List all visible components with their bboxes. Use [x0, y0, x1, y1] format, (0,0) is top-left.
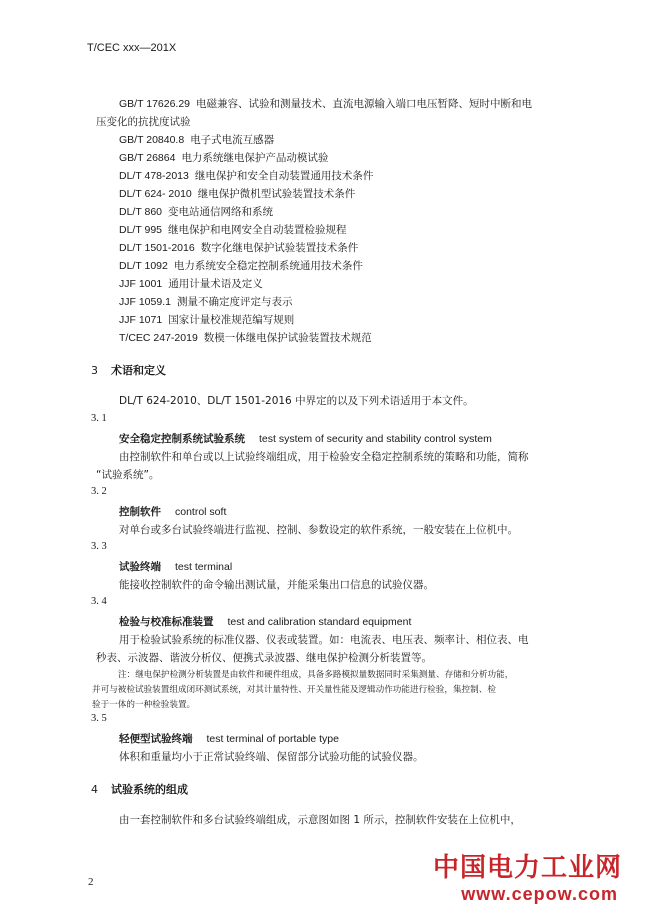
- reference-item: [119, 222, 347, 237]
- reference-code: DL/T 478-2013: [119, 170, 189, 182]
- reference-title: 电磁兼容、试验和测量技术、直流电源输入端口电压暂降、短时中断和电: [196, 98, 533, 110]
- term-entry: [119, 431, 492, 446]
- reference-item: [119, 204, 273, 219]
- reference-title: 测量不确定度评定与表示: [176, 296, 293, 308]
- term-chinese: 试验终端: [119, 561, 161, 573]
- watermark-site-name: 中国电力工业网: [432, 853, 622, 883]
- reference-title: 继电保护微机型试验装置技术条件: [197, 188, 356, 200]
- reference-code: DL/T 1092: [119, 260, 168, 272]
- definition-text: 用于检验试验系统的标准仪器、仪表或装置。如：电流表、电压表、频率计、相位表、电: [119, 634, 529, 646]
- section-title: 试验系统的组成: [111, 783, 188, 796]
- reference-title: 继电保护和安全自动装置通用技术条件: [194, 170, 374, 182]
- term-english: test terminal: [175, 561, 233, 573]
- reference-item: [119, 330, 372, 345]
- term-entry: [119, 731, 339, 746]
- section-intro: DL/T 624-2010、DL/T 1501-2016 中界定的以及下列术语适用于本文件。: [119, 395, 474, 407]
- definition-text: 由控制软件和单台或以上试验终端组成，用于检验安全稳定控制系统的策略和功能，简称: [119, 451, 529, 463]
- reference-item: [119, 132, 274, 147]
- reference-title: 压变化的抗扰度试验: [96, 116, 191, 128]
- section-heading-3: [91, 362, 166, 378]
- note-text: 验于一体的一种检验装置。: [92, 700, 196, 710]
- reference-item: [119, 312, 294, 327]
- reference-title: 数字化继电保护试验装置技术条件: [200, 242, 359, 254]
- term-english: test terminal of portable type: [206, 733, 339, 745]
- reference-title: 通用计量术语及定义: [168, 278, 263, 290]
- reference-code: DL/T 624- 2010: [119, 188, 192, 200]
- note-text: 注：继电保护检测分析装置是由软件和硬件组成，具备多路模拟量数据同时采集测量、存储和分析功能，: [118, 670, 514, 680]
- reference-code: T/CEC 247-2019: [119, 332, 198, 344]
- reference-item: [119, 150, 328, 165]
- reference-item: [119, 258, 363, 273]
- page-number: 2: [88, 876, 94, 888]
- definition-text: 能接收控制软件的命令输出测试量，并能采集出口信息的试验仪器。: [119, 579, 434, 591]
- section-number: 3: [91, 364, 98, 377]
- reference-title: 电力系统继电保护产品动模试验: [181, 152, 329, 164]
- reference-title: 电子式电流互感器: [190, 134, 275, 146]
- reference-title: 变电站通信网络和系统: [168, 206, 273, 218]
- note-text: 并可与被检试验装置组成闭环测试系统，对其计量特性、开关量性能及逻辑动作功能进行检验，集控制、检: [92, 685, 496, 695]
- reference-code: JJF 1059.1: [119, 296, 171, 308]
- reference-item-continuation: [96, 114, 191, 129]
- term-entry: [119, 559, 232, 574]
- term-english: test and calibration standard equipment: [227, 616, 412, 628]
- term-entry: [119, 614, 411, 629]
- reference-item: [119, 276, 263, 291]
- watermark-url: www.cepow.com: [461, 884, 618, 904]
- reference-code: DL/T 1501-2016: [119, 242, 195, 254]
- definition-text: 秒表、示波器、谐波分析仪、便携式录波器、继电保护检测分析装置等。: [96, 652, 432, 664]
- clause-number: 3. 3: [91, 541, 107, 552]
- reference-code: GB/T 20840.8: [119, 134, 185, 146]
- reference-code: JJF 1071: [119, 314, 163, 326]
- definition-text: 体积和重量均小于正常试验终端、保留部分试验功能的试验仪器。: [119, 751, 424, 763]
- term-chinese: 检验与校准标准装置: [119, 616, 214, 628]
- term-entry: [119, 504, 226, 519]
- definition-text: 对单台或多台试验终端进行监视、控制、参数设定的软件系统，一般安装在上位机中。: [119, 524, 518, 536]
- reference-title: 电力系统安全稳定控制系统通用技术条件: [173, 260, 363, 272]
- reference-title: 数模一体继电保护试验装置技术规范: [203, 332, 372, 344]
- clause-number: 3. 4: [91, 596, 107, 607]
- section-body-text: 由一套控制软件和多台试验终端组成，示意图如图 1 所示，控制软件安装在上位机中，: [119, 814, 521, 826]
- document-code-header: T/CEC xxx—201X: [87, 42, 177, 54]
- clause-number: 3. 2: [91, 486, 107, 497]
- reference-code: GB/T 17626.29: [119, 98, 191, 110]
- clause-number: 3. 5: [91, 713, 107, 724]
- term-english: test system of security and stability control system: [259, 433, 492, 445]
- clause-number: 3. 1: [91, 413, 107, 424]
- reference-code: DL/T 860: [119, 206, 162, 218]
- reference-code: DL/T 995: [119, 224, 162, 236]
- reference-title: 继电保护和电网安全自动装置检验规程: [168, 224, 347, 236]
- reference-code: GB/T 26864: [119, 152, 176, 164]
- definition-text: “试验系统”。: [96, 469, 160, 481]
- term-english: control soft: [175, 506, 227, 518]
- reference-item: [119, 294, 292, 309]
- reference-title: 国家计量校准规范编写规则: [168, 314, 295, 326]
- reference-item: [119, 168, 373, 183]
- reference-item: [119, 96, 532, 111]
- reference-code: JJF 1001: [119, 278, 163, 290]
- term-chinese: 控制软件: [119, 506, 161, 518]
- reference-item: [119, 240, 358, 255]
- section-title: 术语和定义: [111, 364, 166, 377]
- reference-item: [119, 186, 355, 201]
- term-chinese: 轻便型试验终端: [119, 733, 193, 745]
- section-number: 4: [91, 783, 98, 796]
- term-chinese: 安全稳定控制系统试验系统: [119, 433, 245, 445]
- section-heading-4: [91, 781, 188, 797]
